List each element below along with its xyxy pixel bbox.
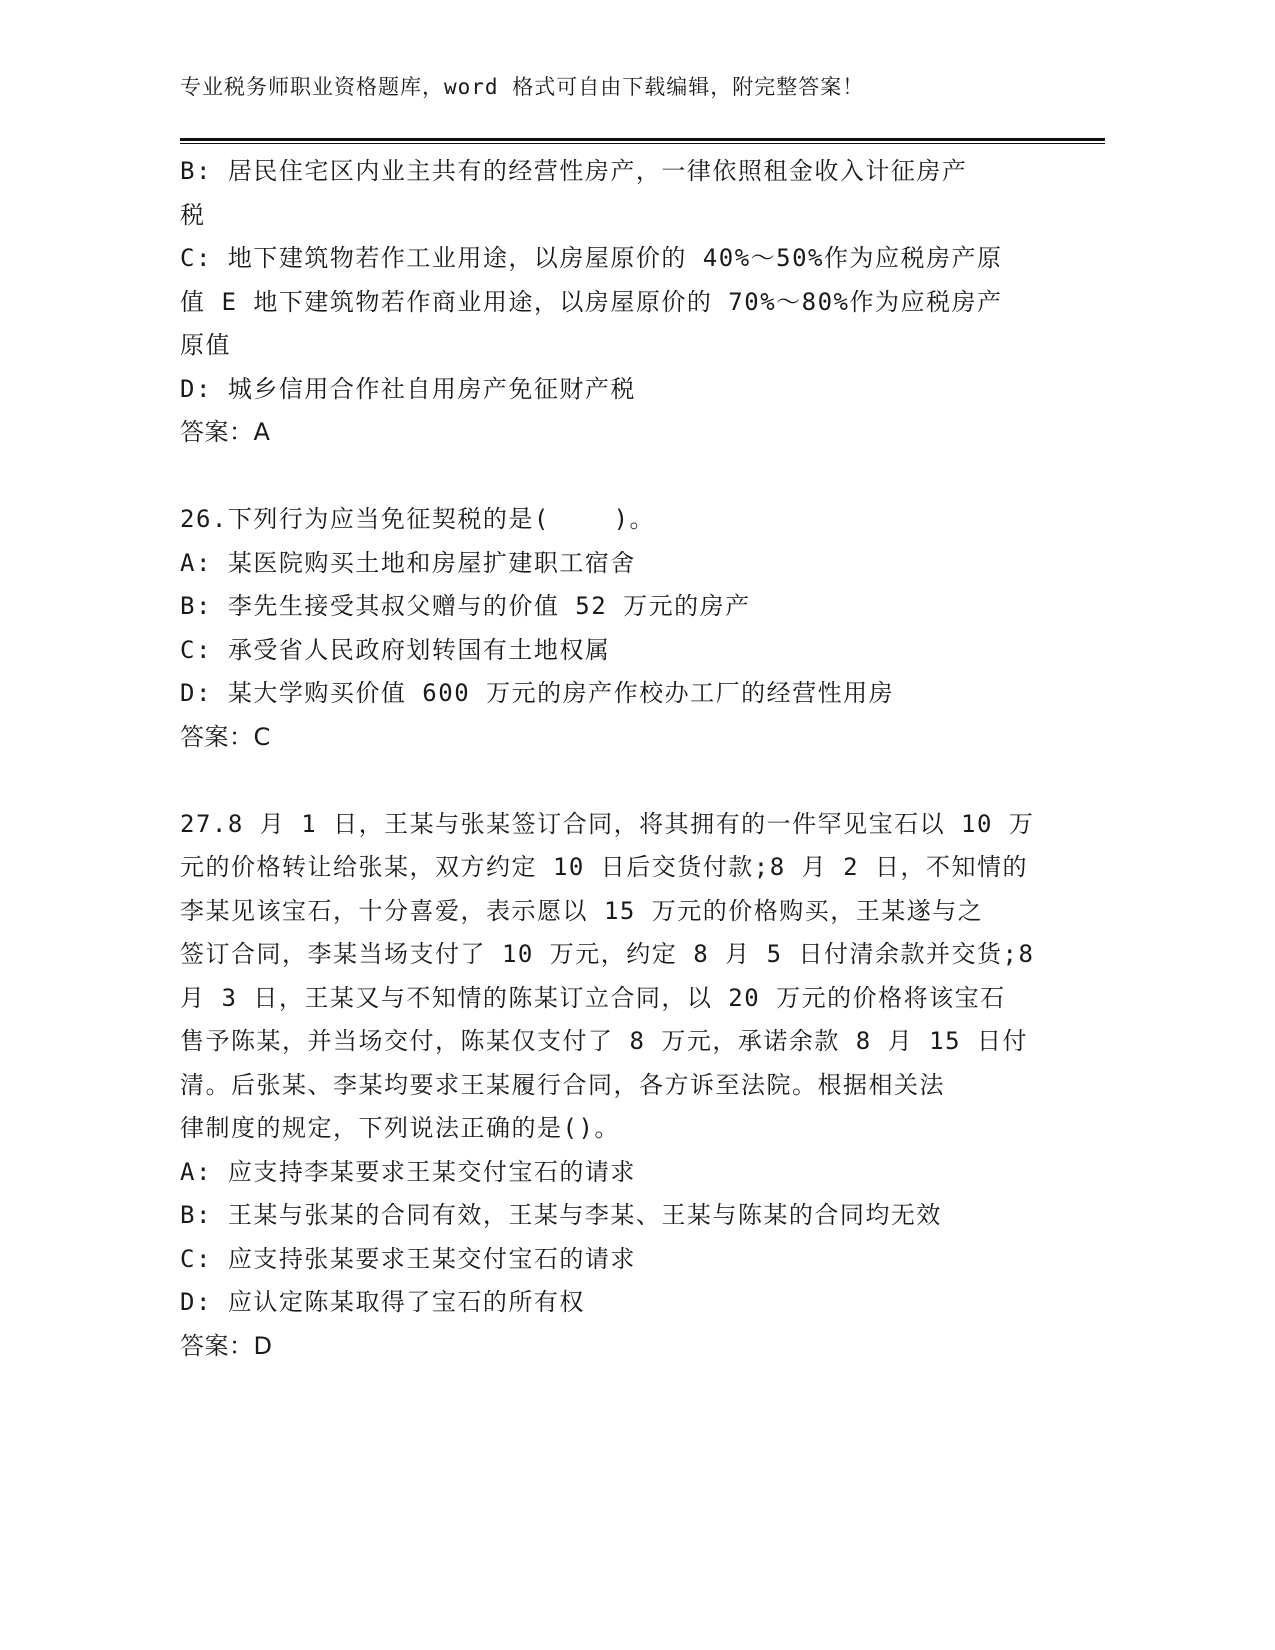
- document-body: [180, 150, 1080, 1368]
- question-stem-line: 李某见该宝石，十分喜爱，表示愿以 15 万元的价格购买，王某遂与之: [180, 896, 984, 925]
- option-a: A: 应支持李某要求王某交付宝石的请求: [180, 1157, 636, 1186]
- option-d: D: 某大学购买价值 600 万元的房产作校办工厂的经营性用房: [180, 679, 895, 707]
- question-25-tail: [180, 150, 1080, 455]
- header-divider-thin: [180, 143, 1105, 144]
- option-c: C: 承受省人民政府划转国有土地权属: [180, 635, 611, 664]
- answer: 答案：A: [180, 418, 271, 446]
- option-a: A: 某医院购买土地和房屋扩建职工宿舍: [180, 548, 636, 577]
- question-stem-line: 售予陈某，并当场交付，陈某仅支付了 8 万元，承诺余款 8 月 15 日付: [180, 1027, 1028, 1055]
- answer: 答案：D: [180, 1331, 273, 1360]
- option-c-line-1: C: 地下建筑物若作工业用途，以房屋原价的 40%～50%作为应税房产原: [180, 244, 1003, 272]
- option-d: D: 应认定陈某取得了宝石的所有权: [180, 1288, 585, 1316]
- option-c-line-2: 值 E 地下建筑物若作商业用途，以房屋原价的 70%～80%作为应税房产: [180, 287, 1003, 316]
- option-c: C: 应支持张某要求王某交付宝石的请求: [180, 1244, 636, 1273]
- option-d: D: 城乡信用合作社自用房产免征财产税: [180, 374, 636, 403]
- option-b-line-1: B: 居民住宅区内业主共有的经营性房产，一律依照租金收入计征房产: [180, 157, 968, 185]
- option-b: B: 李先生接受其叔父赠与的价值 52 万元的房产: [180, 592, 751, 620]
- question-stem-line: 律制度的规定，下列说法正确的是()。: [180, 1114, 620, 1142]
- question-stem-line: 元的价格转让给张某，双方约定 10 日后交货付款;8 月 2 日，不知情的: [180, 853, 1028, 881]
- question-27: [180, 803, 1080, 1369]
- header-divider-thick: [180, 138, 1105, 141]
- spacer: [180, 455, 1080, 499]
- question-26: [180, 498, 1080, 759]
- question-stem-line: 签订合同，李某当场支付了 10 万元，约定 8 月 5 日付清余款并交货;8: [180, 940, 1035, 968]
- option-c-line-3: 原值: [180, 331, 231, 359]
- question-stem-line: 清。后张某、李某均要求王某履行合同，各方诉至法院。根据相关法: [180, 1070, 945, 1099]
- spacer: [180, 759, 1080, 803]
- option-b: B: 王某与张某的合同有效，王某与李某、王某与陈某的合同均无效: [180, 1201, 942, 1229]
- question-stem-line: 27.8 月 1 日，王某与张某签订合同，将其拥有的一件罕见宝石以 10 万: [180, 809, 1035, 838]
- page-header: 专业税务师职业资格题库，word 格式可自由下载编辑，附完整答案！: [180, 75, 865, 99]
- option-b-line-2: 税: [180, 200, 206, 229]
- answer: 答案：C: [180, 722, 271, 751]
- question-stem-line: 月 3 日，王某又与不知情的陈某订立合同，以 20 万元的价格将该宝石: [180, 983, 1006, 1012]
- question-stem: 26.下列行为应当免征契税的是( )。: [180, 505, 656, 533]
